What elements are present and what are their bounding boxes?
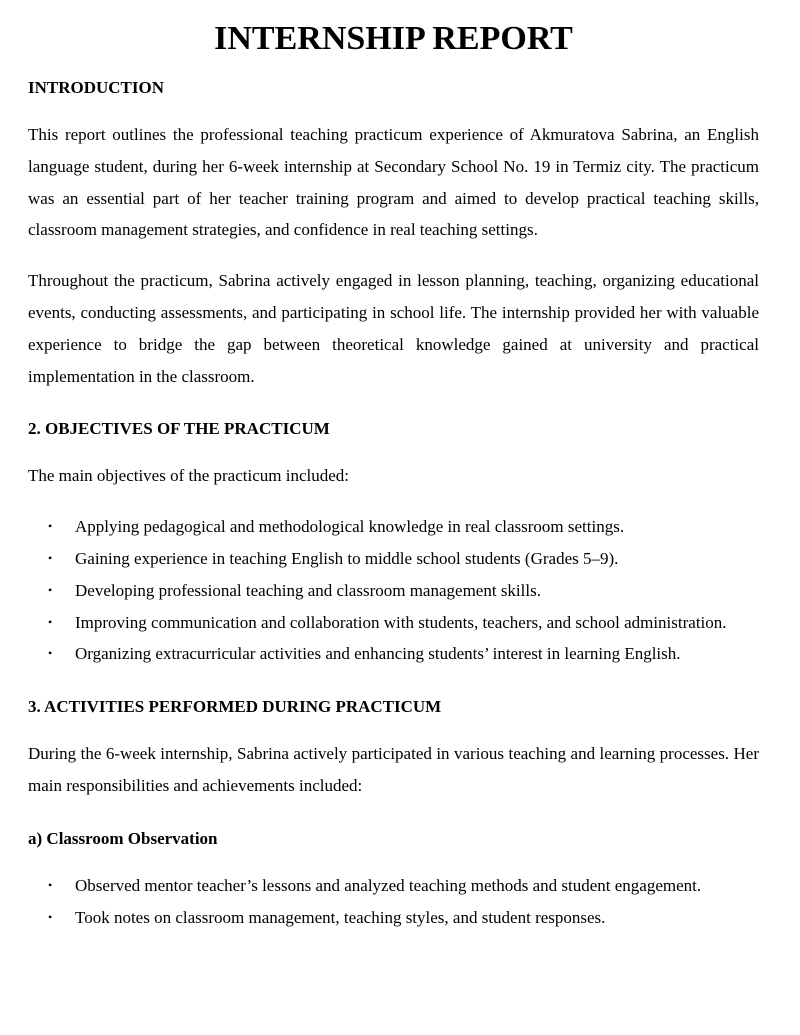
activities-heading: 3. ACTIVITIES PERFORMED DURING PRACTICUM [28, 697, 442, 717]
bullet-icon: • [48, 909, 53, 924]
list-item [28, 511, 759, 543]
list-item [28, 575, 759, 607]
list-item-text: Applying pedagogical and methodological knowledge in real classroom settings. [75, 517, 625, 537]
document-title: INTERNSHIP REPORT [214, 20, 573, 57]
list-item-text: Gaining experience in teaching English to middle school students (Grades 5–9). [75, 548, 619, 568]
introduction-paragraph-1: This report outlines the professional teaching practicum experience of Akmuratova Sabrina, an English language student, during her 6-week internship at Secondary School No. 19 in Termiz city. The practicum was an essential part of her teacher training program and aimed to develop practical teaching skills, classroom management strategies, and confidence in real teaching settings. [28, 125, 759, 240]
bullet-icon: • [48, 582, 53, 597]
objectives-intro: The main objectives of the practicum included: [28, 466, 349, 486]
list-item [28, 607, 759, 639]
list-item-text: Improving communication and collaboration with students, teachers, and school administration. [75, 612, 727, 632]
objectives-heading: 2. OBJECTIVES OF THE PRACTICUM [28, 419, 330, 439]
bullet-icon: • [48, 614, 53, 629]
bullet-icon: • [48, 877, 53, 892]
activities-intro: During the 6-week internship, Sabrina actively participated in various teaching and learning processes. Her main responsibilities and achievements included: [28, 744, 759, 795]
observation-heading: a) Classroom Observation [28, 828, 218, 848]
list-item [28, 870, 759, 902]
objectives-list [28, 511, 759, 670]
introduction-heading: INTRODUCTION [28, 78, 165, 97]
bullet-icon: • [48, 519, 53, 534]
list-item [28, 902, 759, 934]
introduction-paragraph-2: Throughout the practicum, Sabrina actively engaged in lesson planning, teaching, organizing educational events, conducting assessments, and participating in school life. The internship provided her with valuable experience to bridge the gap between theoretical knowledge gained at university and practical implementation in the classroom. [28, 271, 759, 386]
list-item-text: Took notes on classroom management, teaching styles, and student responses. [75, 907, 606, 927]
bullet-icon: • [48, 550, 53, 565]
list-item [28, 638, 759, 670]
list-item-text: Developing professional teaching and classroom management skills. [75, 580, 541, 600]
list-item-text: Observed mentor teacher’s lessons and analyzed teaching methods and student engagement. [75, 875, 702, 895]
list-item [28, 543, 759, 575]
bullet-icon: • [48, 646, 53, 661]
list-item-text: Organizing extracurricular activities and enhancing students’ interest in learning English. [75, 644, 681, 664]
observation-list [28, 870, 759, 934]
